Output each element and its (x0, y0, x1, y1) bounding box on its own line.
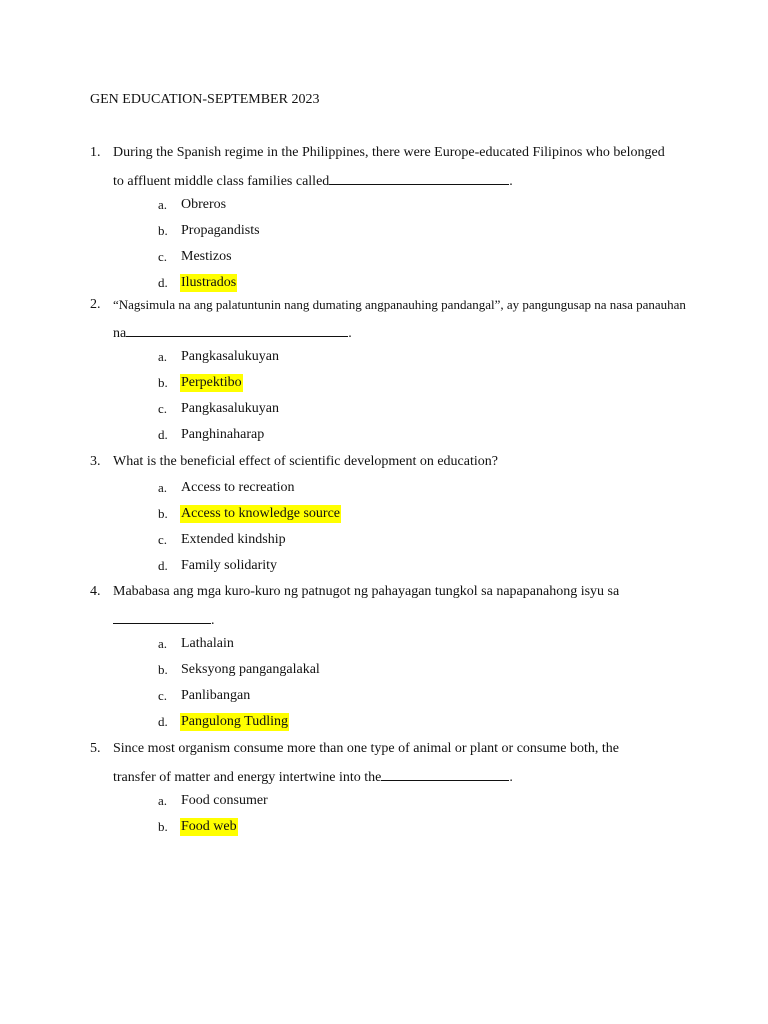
question-4 (90, 583, 690, 739)
option-text: Mestizos (181, 249, 232, 264)
question-number: 5. (90, 741, 101, 756)
question-text-line (113, 609, 215, 630)
option-b (90, 818, 690, 844)
question-text-suffix: . (509, 770, 513, 785)
option-text: Pangkasalukuyan (181, 401, 279, 416)
option-text: Access to recreation (181, 480, 295, 495)
option-text-highlighted: Ilustrados (181, 275, 237, 290)
options-list (90, 348, 690, 452)
question-text-prefix: transfer of matter and energy intertwine into the (113, 770, 382, 785)
question-text-line: During the Spanish regime in the Philippines, there were Europe-educated Filipinos who belonged (113, 145, 665, 160)
question-number: 2. (90, 297, 101, 312)
option-b (90, 505, 690, 531)
option-b (90, 222, 690, 248)
question-text-line: “Nagsimula na ang palatuntunin nang dumating angpanauhing pandangal”, ay pangungusap na nasa panauhan (113, 297, 686, 312)
option-text-highlighted: Pangulong Tudling (181, 714, 288, 729)
option-a (90, 348, 690, 374)
answer-blank (329, 170, 509, 185)
question-text-suffix: . (509, 174, 513, 189)
option-letter: d. (158, 275, 168, 290)
option-d (90, 426, 690, 452)
question-number: 3. (90, 454, 101, 469)
question-text-line: Since most organism consume more than one type of animal or plant or consume both, the (113, 741, 619, 756)
answer-blank (113, 609, 211, 624)
option-a (90, 635, 690, 661)
option-text: Food consumer (181, 793, 268, 808)
option-letter: c. (158, 249, 168, 264)
option-text-highlighted: Access to knowledge source (181, 506, 341, 521)
question-3 (90, 453, 690, 583)
option-letter: d. (158, 558, 168, 573)
option-c (90, 248, 690, 274)
option-d (90, 557, 690, 583)
option-letter: a. (158, 793, 168, 808)
option-b (90, 374, 690, 400)
options-list (90, 792, 690, 844)
option-letter: d. (158, 427, 168, 442)
answer-blank (381, 766, 509, 781)
document-title: GEN EDUCATION-SEPTEMBER 2023 (90, 92, 320, 107)
question-text-suffix: . (348, 326, 352, 341)
option-text: Propagandists (181, 223, 260, 238)
option-text: Pangkasalukuyan (181, 349, 279, 364)
option-letter: a. (158, 480, 168, 495)
option-letter: b. (158, 662, 168, 677)
option-letter: d. (158, 714, 168, 729)
option-text-highlighted: Food web (181, 819, 237, 834)
option-letter: a. (158, 636, 168, 651)
option-letter: c. (158, 532, 168, 547)
options-list (90, 635, 690, 739)
question-2 (90, 296, 690, 452)
option-c (90, 400, 690, 426)
option-b (90, 661, 690, 687)
option-letter: c. (158, 401, 168, 416)
question-text-line (113, 170, 513, 191)
question-number: 4. (90, 584, 101, 599)
option-c (90, 531, 690, 557)
options-list (90, 479, 690, 583)
option-text-highlighted: Perpektibo (181, 375, 242, 390)
option-text: Panlibangan (181, 688, 251, 703)
question-text-line: Mababasa ang mga kuro-kuro ng patnugot ng pahayagan tungkol sa napapanahong isyu sa (113, 584, 620, 599)
option-text: Panghinaharap (181, 427, 265, 442)
option-letter: c. (158, 688, 168, 703)
option-text: Family solidarity (181, 558, 278, 573)
question-text-line (113, 766, 513, 787)
option-letter: b. (158, 819, 168, 834)
question-text-prefix: na (113, 326, 127, 341)
options-list (90, 196, 690, 300)
answer-blank (126, 322, 348, 337)
option-text: Seksyong pangangalakal (181, 662, 320, 677)
question-text-suffix: . (211, 613, 215, 628)
option-text: Obreros (181, 197, 227, 212)
question-text-prefix: to affluent middle class families called (113, 174, 330, 189)
option-a (90, 479, 690, 505)
question-1 (90, 144, 690, 300)
option-letter: b. (158, 375, 168, 390)
option-d (90, 713, 690, 739)
question-text-line: What is the beneficial effect of scientific development on education? (113, 454, 498, 469)
option-text: Extended kindship (181, 532, 286, 547)
option-c (90, 687, 690, 713)
question-text-line (113, 322, 352, 343)
option-a (90, 792, 690, 818)
option-letter: a. (158, 349, 168, 364)
option-letter: a. (158, 197, 168, 212)
option-a (90, 196, 690, 222)
question-number: 1. (90, 145, 101, 160)
option-letter: b. (158, 223, 168, 238)
option-text: Lathalain (181, 636, 234, 651)
question-5 (90, 740, 690, 844)
option-letter: b. (158, 506, 168, 521)
